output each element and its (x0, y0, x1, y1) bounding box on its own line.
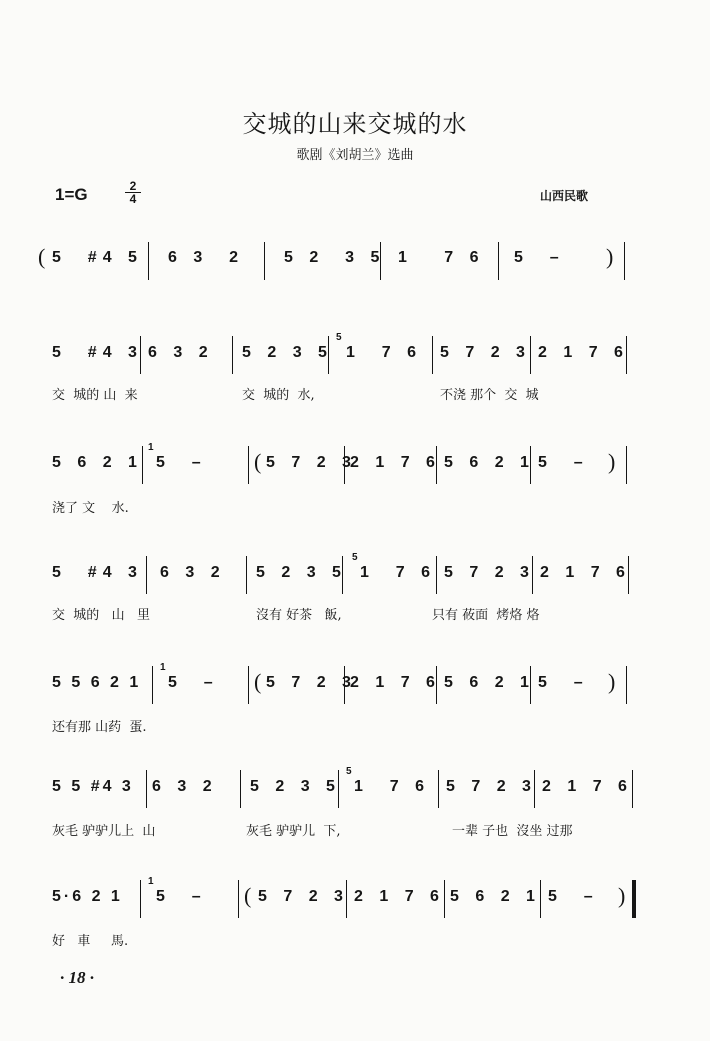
lyric: 灰毛 驴驴儿上 山 (52, 824, 156, 839)
intro-measure: 5 #4 5 (52, 249, 143, 266)
barline (148, 242, 149, 280)
note-group: 1 7 6 (346, 344, 423, 361)
song-subtitle: 歌剧《刘胡兰》选曲 (296, 148, 414, 163)
barline (146, 770, 147, 808)
barline (142, 446, 143, 484)
key-signature: 1=G (55, 185, 88, 204)
barline (444, 880, 445, 918)
note-group: 2 1 7 6 (542, 778, 633, 795)
barline (436, 446, 437, 484)
note-group: 5 2 3 5 (242, 344, 333, 361)
note-group: 5 2 3 5 (250, 778, 341, 795)
note-group: 5 6 2 1 (52, 454, 143, 471)
barline (344, 446, 345, 484)
barline (344, 666, 345, 704)
intro-measure: 6 3 2 (168, 249, 245, 266)
note-group: 5 2 3 5 (256, 564, 347, 581)
barline (540, 880, 541, 918)
barline (140, 880, 141, 918)
note-group: 5 #4 3 (52, 344, 143, 361)
note-group: 5 – (538, 454, 589, 471)
note-group: 5 – (538, 674, 589, 691)
page-number: · 18 · (60, 968, 94, 987)
barline (438, 770, 439, 808)
note-group: 5 7 2 3 (440, 344, 531, 361)
barline (632, 770, 633, 808)
barline (380, 242, 381, 280)
note-group: 5 – (156, 454, 207, 471)
barline (328, 336, 329, 374)
intro-measure: 5 2 3 5 (284, 249, 386, 266)
note-group: 5 5 #4 3 (52, 778, 134, 795)
barline (530, 336, 531, 374)
barline (532, 556, 533, 594)
barline (498, 242, 499, 280)
barline (628, 556, 629, 594)
note-group: 5 – (548, 888, 599, 905)
close-paren: ) (608, 449, 616, 474)
note-group: 2 1 7 6 (350, 454, 441, 471)
lyric: 交 城的 山 来 (52, 388, 138, 403)
note-group: 5 7 2 3 (266, 454, 357, 471)
lyric: 还有那 山药 蛋. (52, 720, 147, 735)
open-paren: ( (254, 449, 262, 474)
lyric: 好 車 馬. (52, 934, 129, 949)
intro-open-paren: ( (38, 244, 46, 269)
barline (152, 666, 153, 704)
grace-note: 5 (336, 332, 342, 343)
note-group: 5 6 2 1 (444, 454, 535, 471)
note-group: 5 7 2 3 (446, 778, 537, 795)
note-group: 5 – (156, 888, 207, 905)
song-origin: 山西民歌 (540, 189, 589, 203)
barline (624, 242, 625, 280)
close-paren: ) (618, 883, 626, 908)
time-signature-top: 2 (129, 179, 137, 193)
barline (140, 336, 141, 374)
note-group: 6 3 2 (148, 344, 214, 361)
barline (146, 556, 147, 594)
barline (248, 446, 249, 484)
note-group: 2 1 7 6 (354, 888, 445, 905)
barline (626, 446, 627, 484)
note-group: 5 7 2 3 (258, 888, 349, 905)
barline (240, 770, 241, 808)
grace-note: 1 (160, 662, 166, 673)
barline (232, 336, 233, 374)
close-paren: ) (608, 669, 616, 694)
note-group: 5 6 2 1 (450, 888, 541, 905)
barline (338, 770, 339, 808)
barline (432, 336, 433, 374)
lyric: 沒有 好茶 飯, (256, 608, 342, 623)
note-group: 6 3 2 (152, 778, 218, 795)
grace-note: 1 (148, 876, 154, 887)
barline (626, 666, 627, 704)
barline (264, 242, 265, 280)
intro-close-paren: ) (606, 244, 614, 269)
barline (530, 666, 531, 704)
lyric: 交 城的 山 里 (52, 608, 151, 623)
note-group: 1 7 6 (360, 564, 437, 581)
barline (238, 880, 239, 918)
note-group: 5 #4 3 (52, 564, 143, 581)
barline (436, 556, 437, 594)
barline (626, 336, 627, 374)
barline (342, 556, 343, 594)
lyric: 浇了 文 水. (52, 501, 129, 516)
open-paren: ( (244, 883, 252, 908)
lyric: 一辈 子也 沒坐 过那 (452, 824, 573, 839)
lyric: 灰毛 驴驴儿 下, (246, 824, 341, 839)
barline (246, 556, 247, 594)
final-barline (632, 880, 636, 918)
grace-note: 5 (346, 766, 352, 777)
note-group: 5 5 6 2 1 (52, 674, 142, 691)
lyric: 只有 莜面 烤烙 烙 (432, 608, 540, 623)
lyric: 不浇 那个 交 城 (440, 388, 539, 403)
song-title: 交城的山来交城的水 (242, 110, 468, 138)
grace-note: 1 (148, 442, 154, 453)
open-paren: ( (254, 669, 262, 694)
time-signature (125, 180, 141, 205)
note-group: 5 – (168, 674, 219, 691)
barline (346, 880, 347, 918)
note-group: 1 7 6 (354, 778, 431, 795)
note-group: 5·6 2 1 (52, 888, 123, 905)
note-group: 2 1 7 6 (538, 344, 629, 361)
note-group: 5 7 2 3 (266, 674, 357, 691)
barline (534, 770, 535, 808)
note-group: 6 3 2 (160, 564, 226, 581)
note-group: 5 7 2 3 (444, 564, 535, 581)
note-group: 2 1 7 6 (350, 674, 441, 691)
barline (530, 446, 531, 484)
intro-measure: 5 – (514, 249, 565, 266)
time-signature-bottom: 4 (125, 192, 141, 205)
intro-measure: 1 7 6 (398, 249, 485, 266)
barline (248, 666, 249, 704)
grace-note: 5 (352, 552, 358, 563)
note-group: 5 6 2 1 (444, 674, 535, 691)
note-group: 2 1 7 6 (540, 564, 631, 581)
lyric: 交 城的 水, (242, 388, 315, 403)
barline (436, 666, 437, 704)
